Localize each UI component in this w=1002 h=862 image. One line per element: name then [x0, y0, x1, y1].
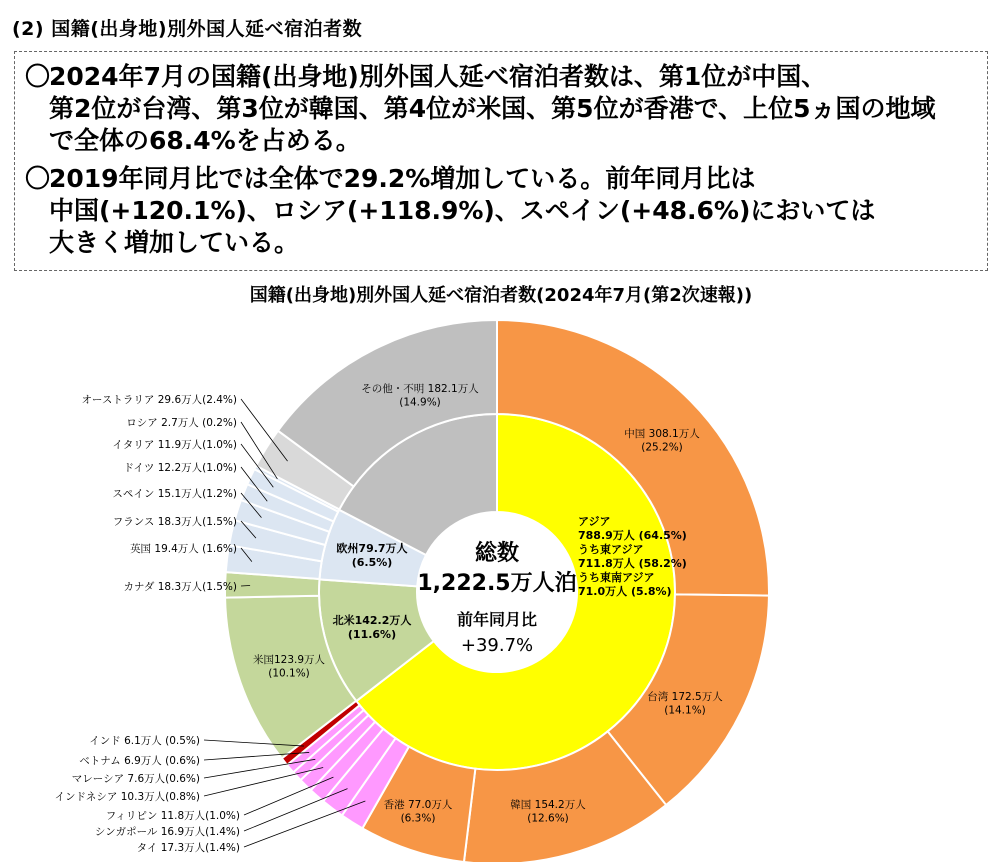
outer-label-11: (10.1%)	[268, 667, 310, 680]
outer-label-2: 韓国 154.2万人	[510, 799, 586, 811]
center-yoy-label: 前年同月比	[456, 610, 538, 629]
summary-line: 2019年同月比では全体で29.2%増加している。前年同月比は	[49, 164, 756, 193]
inner-label-europe: 欧州79.7万人	[336, 542, 408, 555]
summary-line: 2024年7月の国籍(出身地)別外国人延べ宿泊者数は、第1位が中国、	[49, 62, 827, 91]
outer-label-20: (14.9%)	[399, 396, 441, 409]
bullet-mark: 〇	[25, 62, 51, 91]
outer-label-17: イタリア 11.9万人(1.0%)	[112, 439, 237, 451]
inner-label-asia: 71.0万人 (5.8%)	[578, 585, 672, 598]
inner-label-asia: 711.8万人 (58.2%)	[578, 557, 687, 570]
outer-label-5: シンガポール 16.9万人(1.4%)	[94, 826, 240, 838]
outer-label-9: ベトナム 6.9万人 (0.6%)	[79, 755, 200, 767]
section-heading: (2) 国籍(出身地)別外国人延べ宿泊者数	[12, 18, 363, 40]
outer-label-2: (12.6%)	[527, 812, 569, 825]
bullet-mark: 〇	[25, 164, 51, 193]
center-total-label: 総数	[474, 541, 520, 566]
chart-title: 国籍(出身地)別外国人延べ宿泊者数(2024年7月(第2次速報))	[249, 285, 753, 306]
outer-label-13: 英国 19.4万人 (1.6%)	[130, 543, 237, 555]
inner-label-asia: アジア	[578, 515, 611, 528]
outer-label-0: 中国 308.1万人	[624, 428, 700, 440]
summary-line: 中国(+120.1%)、ロシア(+118.9%)、スペイン(+48.6%)においては	[49, 196, 876, 225]
inner-label-europe: (6.5%)	[351, 556, 393, 569]
summary-line: 大きく増加している。	[49, 228, 300, 257]
leader-line	[244, 789, 348, 831]
outer-label-19: オーストラリア 29.6万人(2.4%)	[81, 394, 237, 406]
outer-label-16: ドイツ 12.2万人(1.0%)	[123, 462, 237, 474]
outer-label-11: 米国123.9万人	[252, 654, 326, 666]
outer-label-7: インドネシア 10.3万人(0.8%)	[54, 791, 200, 803]
outer-label-4: タイ 17.3万人(1.4%)	[136, 842, 240, 854]
outer-label-12: カナダ 18.3万人(1.5%)	[123, 581, 237, 593]
summary-line: 第2位が台湾、第3位が韓国、第4位が米国、第5位が香港で、上位5ヵ国の地域	[49, 94, 936, 123]
outer-label-10: インド 6.1万人 (0.5%)	[89, 735, 200, 747]
outer-label-15: スペイン 15.1万人(1.2%)	[112, 488, 237, 500]
outer-label-3: (6.3%)	[400, 812, 436, 825]
inner-label-asia: うち東アジア	[578, 543, 644, 556]
outer-label-20: その他・不明 182.1万人	[361, 383, 479, 395]
leader-line	[244, 801, 365, 847]
outer-label-0: (25.2%)	[641, 441, 683, 454]
outer-label-18: ロシア 2.7万人 (0.2%)	[126, 417, 237, 429]
summary-line: で全体の68.4%を占める。	[49, 126, 361, 155]
center-total-value: 1,222.5万人泊	[417, 571, 577, 596]
outer-label-14: フランス 18.3万人(1.5%)	[112, 516, 237, 528]
inner-label-north-america: (11.6%)	[347, 628, 397, 641]
outer-label-1: 台湾 172.5万人	[647, 691, 723, 703]
chart-center	[417, 512, 577, 672]
center-yoy-value: +39.7%	[460, 635, 534, 656]
outer-label-6: フィリピン 11.8万人(1.0%)	[105, 810, 240, 822]
inner-label-north-america: 北米142.2万人	[332, 614, 412, 627]
outer-label-3: 香港 77.0万人	[383, 799, 453, 811]
outer-label-1: (14.1%)	[664, 704, 706, 717]
inner-label-asia: うち東南アジア	[578, 571, 655, 584]
outer-label-8: マレーシア 7.6万人(0.6%)	[71, 773, 200, 785]
inner-label-asia: 788.9万人 (64.5%)	[578, 529, 687, 542]
